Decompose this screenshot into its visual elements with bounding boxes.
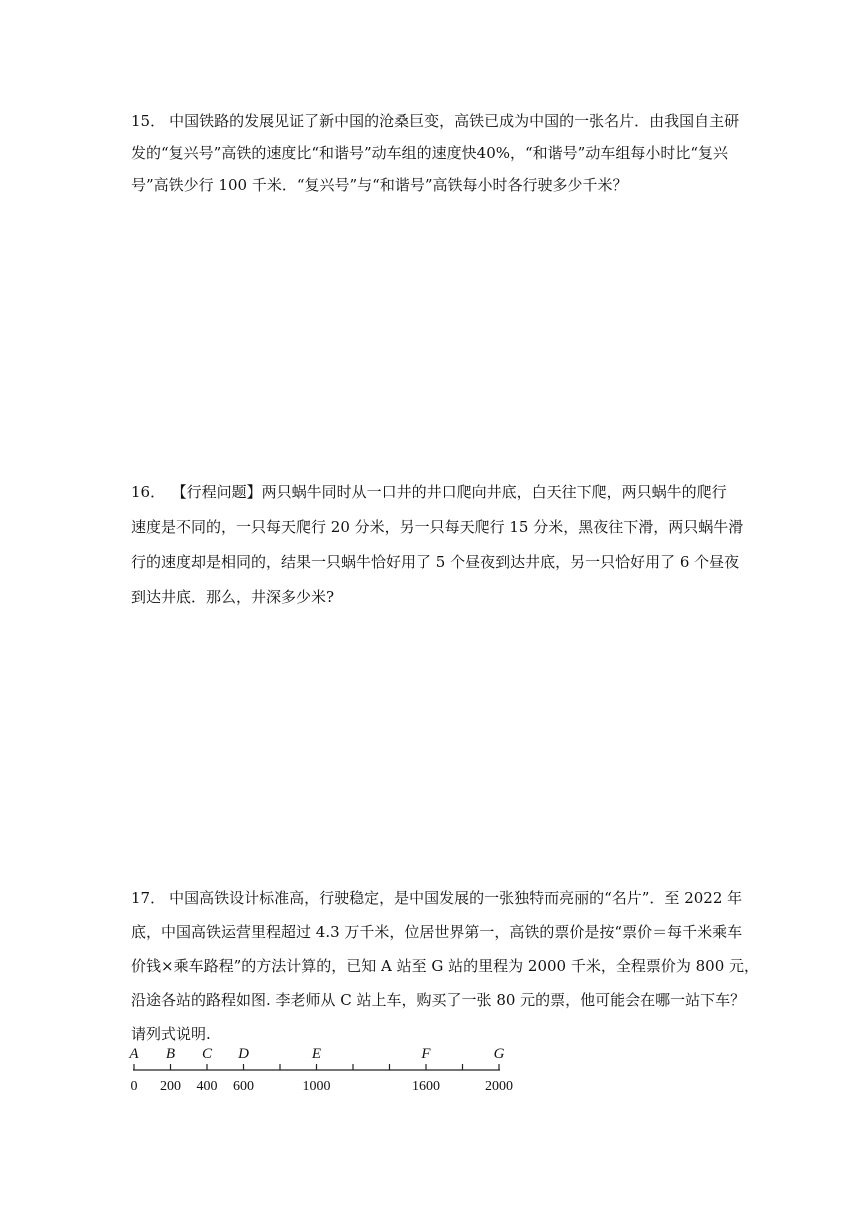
problem-17-line-2: 底，中国高铁运营里程超过 4.3 万千米，位居世界第一，高铁的票价是按“票价＝每千米乘车 [131, 923, 743, 941]
station-labels [128, 1046, 504, 1062]
problem-15-number: 15． [131, 112, 166, 130]
problem-15-line-2: 发的“复兴号”高铁的速度比“和谐号”动车组的速度快40%，“和谐号”动车组每小时比“复兴 [131, 144, 729, 162]
number-line-ticks [134, 1064, 499, 1070]
station-label-A: A [129, 1046, 139, 1062]
problem-17-line-1: 17． 中国高铁设计标准高，行驶稳定，是中国发展的一张独特而亮丽的“名片”．至 2022 年 [131, 889, 743, 907]
problem-17-line-4: 沿途各站的路程如图. 李老师从 C 站上车，购买了一张 80 元的票，他可能会在哪一站下车？ [131, 991, 746, 1009]
problem-15-line-3: 号”高铁少行 100 千米．“复兴号”与“和谐号”高铁每小时各行驶多少千米？ [131, 176, 628, 194]
problem-16-line-4: 到达井底．那么，井深多少米? [131, 588, 335, 606]
problem-17-line-3: 价钱×乘车路程”的方法计算的，已知 A 站至 G 站的里程为 2000 千米，全程票价为 800 元， [131, 957, 760, 975]
problem-16-line-3: 行的速度却是相同的，结果一只蜗牛恰好用了 5 个昼夜到达井底，另一只恰好用了 6 个昼夜 [131, 553, 740, 571]
value-label-400: 400 [196, 1079, 218, 1094]
value-label-2000: 2000 [485, 1079, 513, 1094]
problem-16-number: 16． [131, 483, 166, 501]
problem-16-line-2: 速度是不同的，一只每天爬行 20 分米，另一只每天爬行 15 分米，黑夜往下滑，两只蜗牛滑 [131, 518, 744, 536]
station-label-F: F [421, 1046, 431, 1062]
problem-17-line-5: 请列式说明. [131, 1025, 211, 1043]
station-label-G: G [493, 1046, 505, 1062]
station-label-D: D [238, 1046, 249, 1062]
problem-15-line-1: 15． 中国铁路的发展见证了新中国的沧桑巨变，高铁已成为中国的一张名片．由我国自主研 [131, 112, 740, 130]
station-label-E: E [311, 1046, 322, 1062]
value-label-1600: 1600 [412, 1079, 440, 1094]
value-label-600: 600 [233, 1079, 254, 1094]
value-label-200: 200 [160, 1079, 181, 1094]
station-label-C: C [201, 1046, 213, 1062]
value-labels [131, 1079, 514, 1094]
value-label-1000: 1000 [302, 1079, 331, 1094]
station-label-B: B [165, 1046, 176, 1062]
value-label-0: 0 [130, 1079, 138, 1094]
problem-16-line-1: 16． 【行程问题】两只蜗牛同时从一口井的井口爬向井底，白天往下爬，两只蜗牛的爬行 [131, 483, 727, 501]
problem-17-number: 17． [131, 889, 166, 907]
